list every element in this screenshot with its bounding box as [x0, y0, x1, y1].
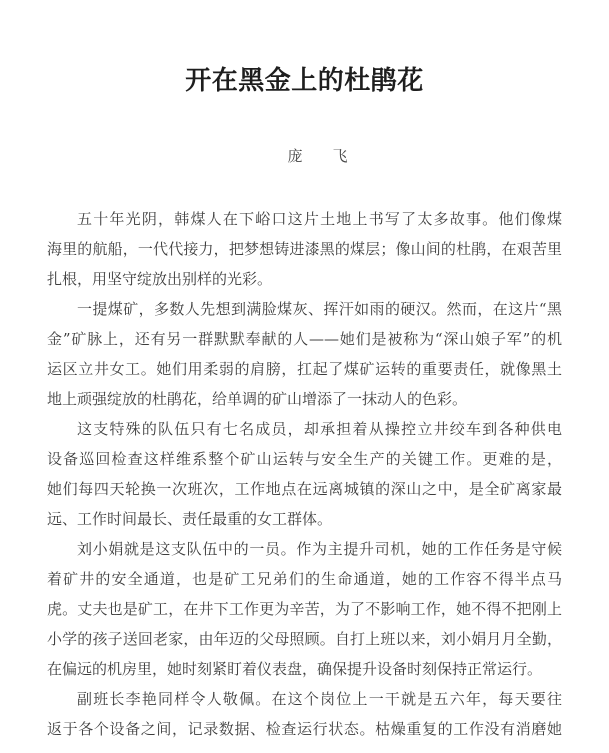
text-line: 这支特殊的队伍只有七名成员，却承担着从操控立井绞车到各种供电	[77, 420, 562, 438]
text-line: 金”矿脉上，还有另一群默默奉献的人——她们是被称为“深山娘子军”的机	[47, 330, 562, 348]
text-line: 虎。丈夫也是矿工，在井下工作更为辛苦，为了不影响工作，她不得不把刚上	[47, 600, 562, 618]
paragraph-2	[47, 294, 562, 414]
text-line: 返于各个设备之间，记录数据、检查运行状态。枯燥重复的工作没有消磨她	[47, 720, 562, 738]
text-line: 设备巡回检查这样维系整个矿山运转与安全生产的关键工作。更难的是，	[47, 450, 562, 468]
paragraph-5	[47, 684, 562, 744]
text-line: 一提煤矿，多数人先想到满脸煤灰、挥汗如雨的硬汉。然而，在这片“黑	[77, 300, 562, 318]
text-line: 着矿井的安全通道，也是矿工兄弟们的生命通道，她的工作容不得半点马	[47, 570, 562, 588]
paragraph-1	[47, 204, 562, 294]
text-line: 小学的孩子送回老家，由年迈的父母照顾。自打上班以来，刘小娟月月全勤，	[47, 630, 562, 648]
paragraph-4	[47, 534, 562, 684]
text-line: 海里的航船，一代代接力，把梦想铸进漆黑的煤层；像山间的杜鹃，在艰苦里	[47, 240, 562, 258]
text-line: 远、工作时间最长、责任最重的女工群体。	[47, 510, 333, 528]
paragraph-3	[47, 414, 562, 534]
text-line: 五十年光阴，韩煤人在下峪口这片土地上书写了太多故事。他们像煤	[77, 210, 562, 228]
article-body	[47, 204, 562, 744]
text-line: 扎根，用坚守绽放出别样的光彩。	[47, 270, 273, 288]
article-author: 庞 飞	[287, 147, 348, 165]
text-line: 刘小娟就是这支队伍中的一员。作为主提升司机，她的工作任务是守候	[77, 540, 562, 558]
article-title: 开在黑金上的杜鹃花	[185, 66, 424, 96]
text-line: 她们每四天轮换一次班次，工作地点在远离城镇的深山之中，是全矿离家最	[47, 480, 562, 498]
text-line: 地上顽强绽放的杜鹃花，给单调的矿山增添了一抹动人的色彩。	[47, 390, 468, 408]
text-line: 副班长李艳同样令人敬佩。在这个岗位上一干就是五六年，每天要往	[77, 690, 562, 708]
text-line: 在偏远的机房里，她时刻紧盯着仪表盘，确保提升设备时刻保持正常运行。	[47, 660, 543, 678]
text-line: 运区立井女工。她们用柔弱的肩膀，扛起了煤矿运转的重要责任，就像黑土	[47, 360, 562, 378]
